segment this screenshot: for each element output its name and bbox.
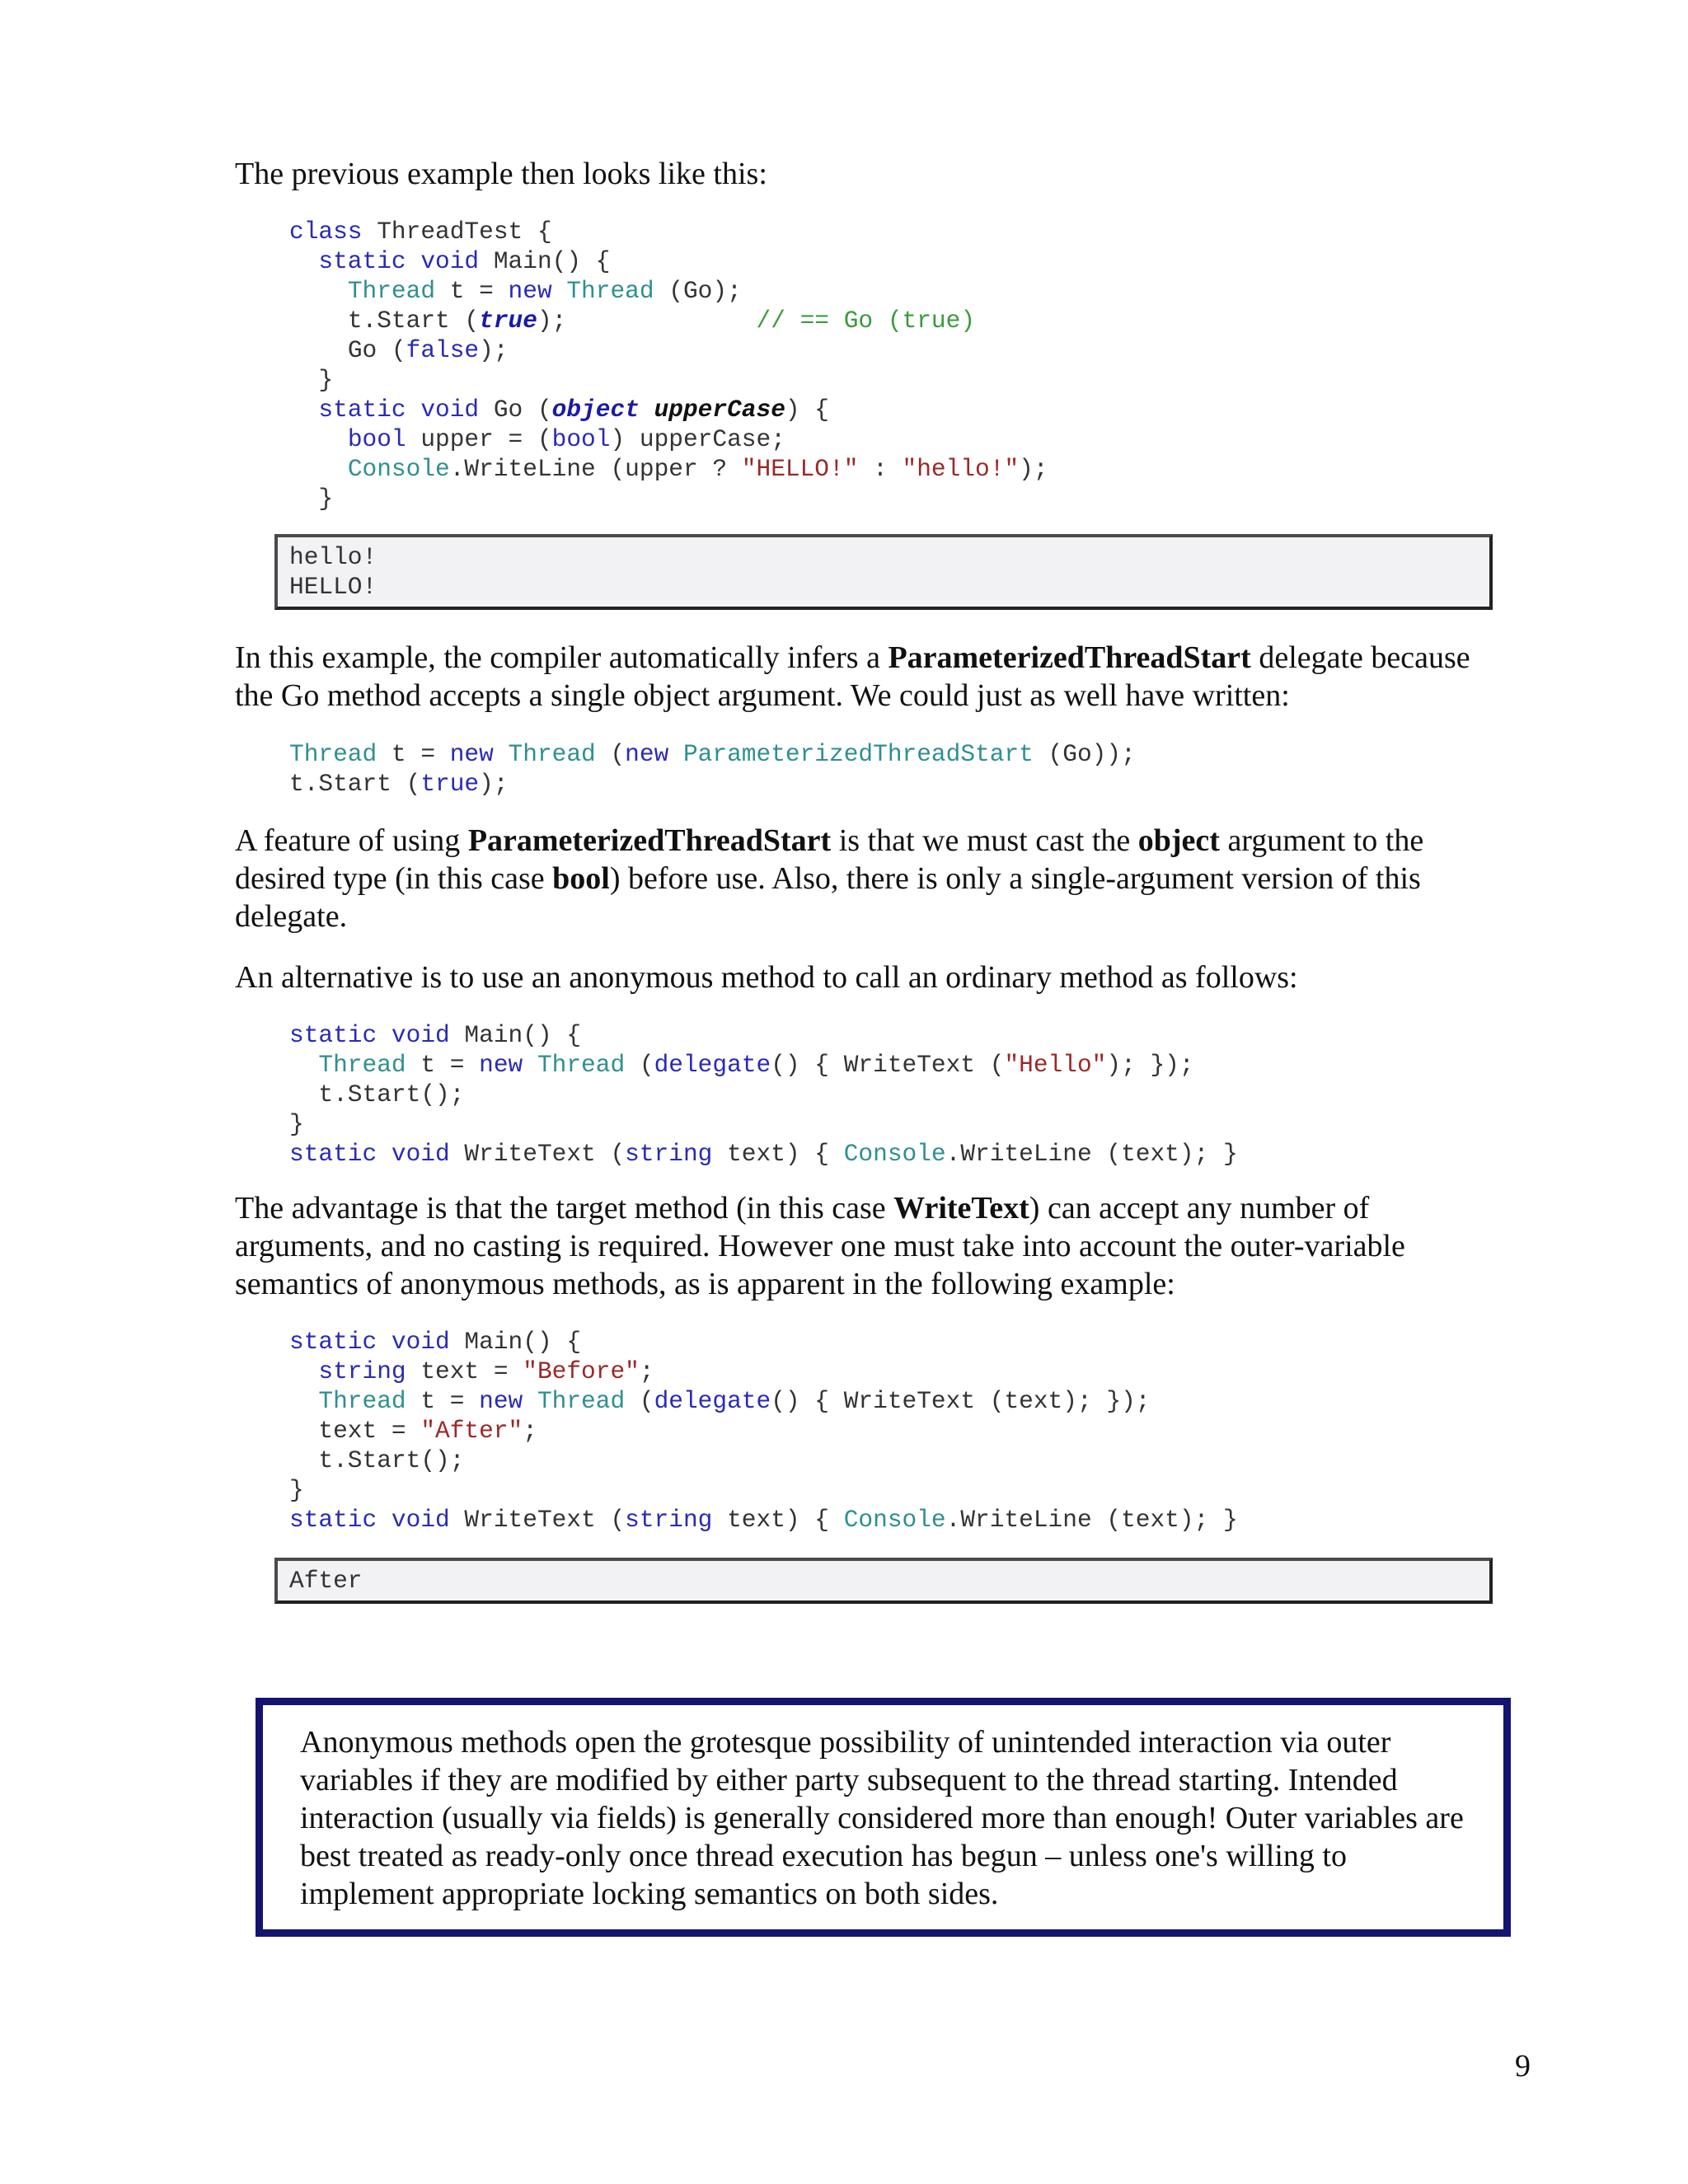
console-output-1: hello! HELLO! (274, 534, 1493, 610)
code-block-anonymous-method: static void Main() { Thread t = new Thread (delegate() { WriteText ("Hello"); }); t.Start(); } static void WriteText (string text) { Console.WriteLine (text); } (289, 1021, 1238, 1168)
code-block-explicit-delegate: Thread t = new Thread (new ParameterizedThreadStart (Go)); t.Start (true); (289, 740, 1136, 798)
code-block-thread-test: class ThreadTest { static void Main() { Thread t = new Thread (Go); t.Start (true); // == Go (true) Go (false); } static void Go (object upperCase) { bool upper = (bool) upperCase; Console.WriteLine (upper ? "HELLO!" : "hello!"); } (289, 218, 1048, 513)
callout-note-text: Anonymous methods open the grotesque possibility of unintended interaction via outer variables if they are modified by either party subsequent to the thread starting. Intended interaction (usually via fields) is generally considered more than enough! Outer variables are best treated as ready-only once thread execution has begun – unless one's willing to implement appropriate locking semantics on both sides. (300, 1725, 1464, 1911)
page-number: 9 (1515, 2049, 1531, 2083)
paragraph-advantage: The advantage is that the target method (in this case WriteText) can accept any number of arguments, and no casting is required. However one must take into account the outer-variable semantics of anonymous methods, as is apparent in the following example: (235, 1191, 1405, 1301)
code-block-outer-variable: static void Main() { string text = "Before"; Thread t = new Thread (delegate() { WriteText (text); }); text = "After"; t.Start(); } static void WriteText (string text) { Console.WriteLine (text); } (289, 1328, 1238, 1534)
paragraph-alternative: An alternative is to use an anonymous method to call an ordinary method as follows: (235, 960, 1298, 995)
paragraph-cast-object: A feature of using ParameterizedThreadStart is that we must cast the object argument to the desired type (in this case bool) before use. Also, there is only a single-argument version of this delegate. (235, 823, 1424, 934)
paragraph-infers-delegate: In this example, the compiler automatically infers a ParameterizedThreadStart delegate because the Go method accepts a single object argument. We could just as well have written: (235, 640, 1470, 713)
console-output-2: After (274, 1558, 1493, 1604)
callout-note-box (256, 1698, 1511, 1937)
intro-paragraph: The previous example then looks like this: (235, 157, 767, 191)
